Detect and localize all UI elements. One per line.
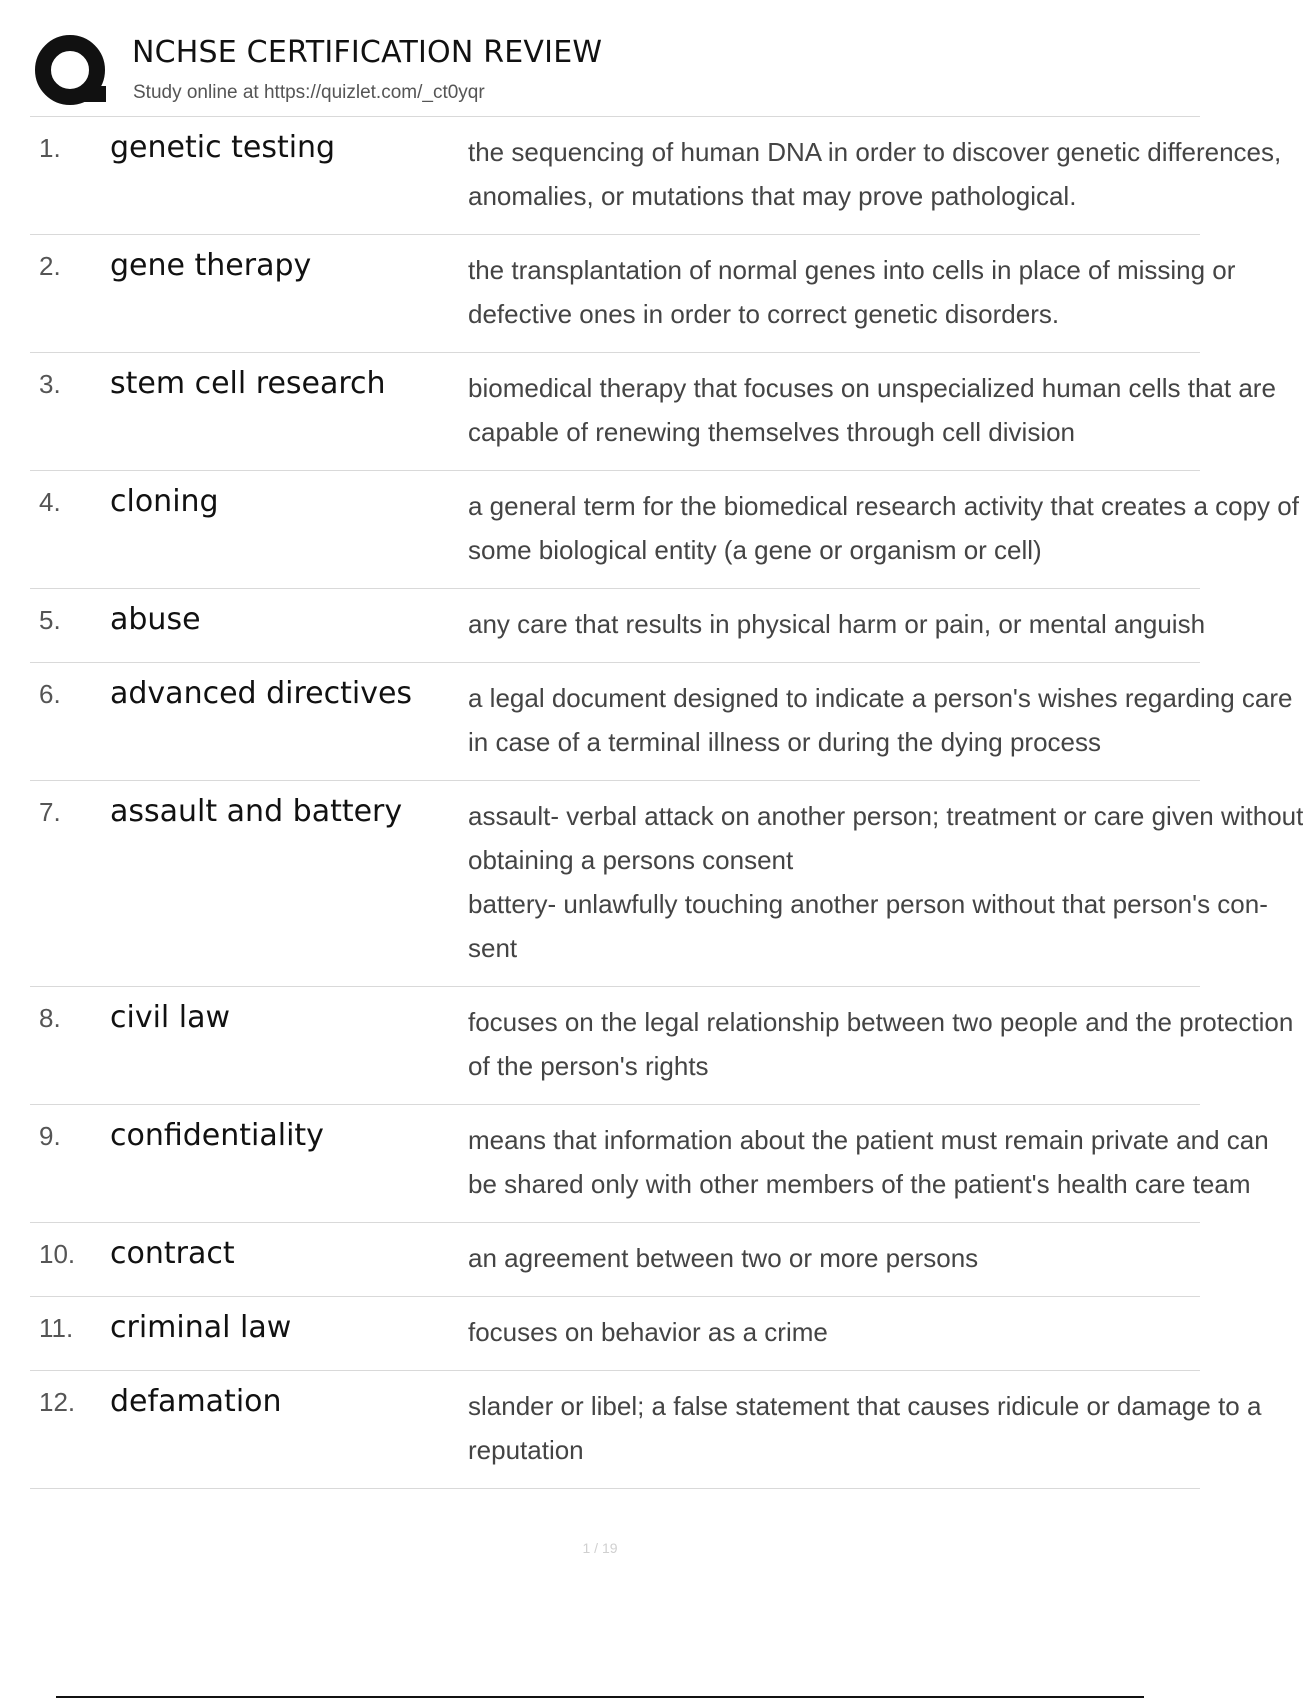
page-title: NCHSE CERTIFICATION REVIEW	[132, 35, 603, 70]
term-number: 11.	[39, 1313, 74, 1343]
term-text: criminal law	[110, 1310, 292, 1345]
term-text: contract	[110, 1236, 235, 1271]
term-number: 12.	[39, 1387, 76, 1417]
definition-line: a general term for the biomedical research activity that creates a copy of	[468, 491, 1299, 521]
term-number: 10.	[39, 1239, 76, 1269]
definition-line: capable of renewing themselves through cell division	[468, 417, 1076, 447]
term-row	[30, 781, 1303, 987]
definition-line: sent	[468, 933, 518, 963]
term-definition	[468, 248, 1236, 336]
term-number: 1.	[39, 133, 61, 163]
term-text: stem cell research	[110, 366, 386, 401]
term-text: gene therapy	[110, 248, 312, 283]
definition-line: defective ones in order to correct genetic disorders.	[468, 299, 1060, 329]
term-text: cloning	[110, 484, 219, 519]
term-number: 9.	[39, 1121, 61, 1151]
definition-line: an agreement between two or more persons	[468, 1243, 979, 1273]
definition-line: focuses on the legal relationship between two people and the protection	[468, 1007, 1294, 1037]
definition-line: biomedical therapy that focuses on unspecialized human cells that are	[468, 373, 1276, 403]
definition-line: the sequencing of human DNA in order to discover genetic differences,	[468, 137, 1282, 167]
term-row	[30, 471, 1299, 589]
definition-line: some biological entity (a gene or organism or cell)	[468, 535, 1042, 565]
term-row	[30, 353, 1276, 471]
definition-line: the transplantation of normal genes into cells in place of missing or	[468, 255, 1236, 285]
term-definition	[468, 366, 1276, 454]
definition-line: a legal document designed to indicate a person's wishes regarding care	[468, 683, 1293, 713]
definition-line: battery- unlawfully touching another person without that person's con-	[468, 889, 1268, 919]
term-row	[30, 1223, 1200, 1297]
term-definition	[468, 794, 1303, 970]
page-indicator: 1 / 19	[582, 1540, 618, 1556]
definition-line: in case of a terminal illness or during the dying process	[468, 727, 1101, 757]
term-row	[30, 1371, 1262, 1489]
term-number: 3.	[39, 369, 61, 399]
term-row	[30, 1297, 1200, 1371]
definition-line: slander or libel; a false statement that causes ridicule or damage to a	[468, 1391, 1262, 1421]
definition-line: obtaining a persons consent	[468, 845, 794, 875]
term-number: 2.	[39, 251, 61, 281]
definition-line: assault- verbal attack on another person; treatment or care given without	[468, 801, 1303, 831]
term-definition	[468, 1000, 1294, 1088]
definition-line: any care that results in physical harm or pain, or mental anguish	[468, 609, 1206, 639]
term-text: advanced directives	[110, 676, 413, 711]
definition-line: of the person's rights	[468, 1051, 709, 1081]
term-number: 4.	[39, 487, 61, 517]
term-definition	[468, 484, 1299, 572]
page-header	[30, 30, 1200, 117]
term-definition	[468, 1384, 1262, 1472]
definition-line: be shared only with other members of the patient's health care team	[468, 1169, 1251, 1199]
term-definition	[468, 1310, 1198, 1354]
bottom-divider	[56, 1696, 1144, 1698]
definition-line: means that information about the patient must remain private and can	[468, 1125, 1269, 1155]
term-text: civil law	[110, 1000, 231, 1035]
term-text: defamation	[110, 1384, 282, 1419]
term-text: abuse	[110, 602, 201, 637]
term-text: assault and battery	[110, 794, 403, 829]
term-text: confidentiality	[110, 1118, 324, 1153]
term-number: 6.	[39, 679, 61, 709]
term-number: 8.	[39, 1003, 61, 1033]
term-row	[30, 235, 1236, 353]
term-row	[30, 117, 1282, 235]
term-definition	[468, 676, 1293, 764]
term-list	[30, 117, 1303, 1489]
definition-line: anomalies, or mutations that may prove pathological.	[468, 181, 1077, 211]
term-number: 7.	[39, 797, 61, 827]
term-row	[30, 663, 1293, 781]
definition-line: focuses on behavior as a crime	[468, 1317, 828, 1347]
term-row	[30, 1105, 1269, 1223]
term-definition	[468, 1118, 1269, 1206]
term-definition	[468, 130, 1282, 218]
quizlet-logo-icon	[32, 32, 112, 112]
term-text: genetic testing	[110, 130, 336, 165]
term-row	[30, 987, 1294, 1105]
term-definition	[468, 1236, 1198, 1280]
study-online-link[interactable]: Study online at https://quizlet.com/_ct0yqr	[133, 82, 485, 103]
term-number: 5.	[39, 605, 61, 635]
term-row	[30, 589, 1206, 663]
term-definition	[468, 602, 1206, 646]
definition-line: reputation	[468, 1435, 584, 1465]
